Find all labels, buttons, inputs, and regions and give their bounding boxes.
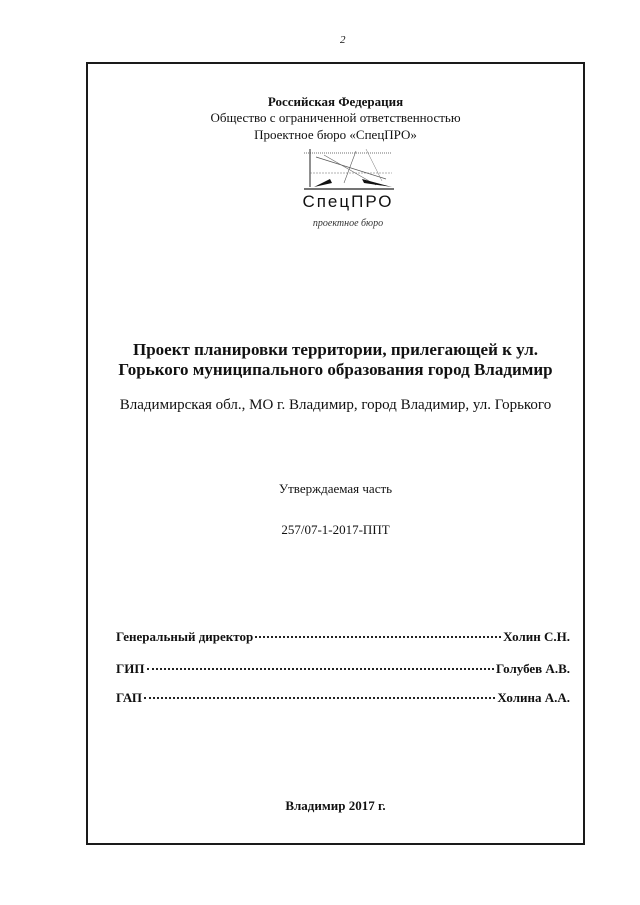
signature-row-director (116, 629, 570, 645)
signature-role: ГИП (116, 661, 145, 676)
signature-person: Холин С.Н. (503, 629, 570, 644)
org-type: Общество с ограниченной ответственностью (210, 110, 461, 125)
org-country: Российская Федерация (267, 94, 404, 109)
city-year: Владимир 2017 г. (285, 798, 386, 813)
org-name: Проектное бюро «СпецПРО» (254, 127, 417, 142)
signature-person: Голубев А.В. (495, 661, 570, 676)
signature-role: Генеральный директор (116, 629, 254, 644)
signature-person: Холина А.А. (497, 690, 570, 705)
signature-line (255, 636, 501, 638)
project-address: Владимирская обл., МО г. Владимир, город Владимир, ул. Горького (119, 397, 552, 413)
signature-line (144, 697, 495, 699)
logo-wordmark: СпецПРО (302, 192, 394, 211)
signature-line (147, 668, 494, 670)
document-title-line-2: Горького муниципального образования город Владимир (118, 360, 553, 379)
document-code: 257/07-1-2017-ППТ (281, 522, 390, 537)
signature-role: ГАП (116, 690, 143, 705)
document-title-line-1: Проект планировки территории, прилегающей к ул. (132, 340, 539, 359)
logo-subtitle: проектное бюро (312, 218, 384, 229)
signature-row-gip (116, 661, 570, 677)
signature-row-gap (116, 690, 570, 706)
page-number: 2 (340, 34, 346, 46)
document-part: Утверждаемая часть (278, 481, 393, 496)
